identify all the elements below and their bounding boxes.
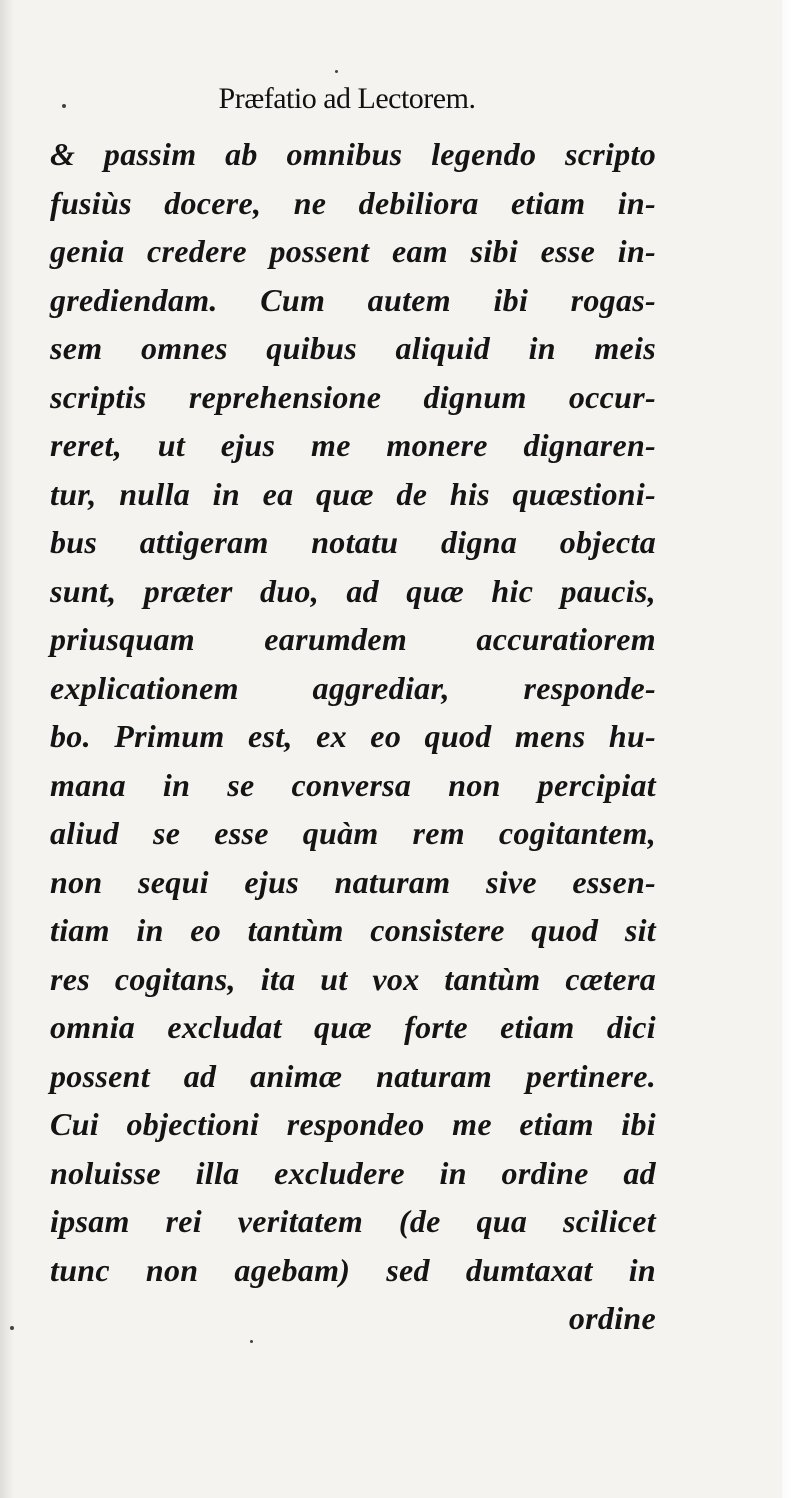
text-line: sunt, præter duo, ad quæ hic paucis,	[50, 572, 656, 609]
text-line: res cogitans, ita ut vox tantùm cætera	[50, 960, 656, 997]
text-line: tiam in eo tantùm consistere quod sit	[50, 912, 656, 948]
text-line: priusquam earumdem accuratiorem	[50, 621, 656, 657]
text-line: grediendam. Cum autem ibi rogas-	[50, 281, 656, 318]
body-text	[50, 130, 656, 1343]
text-line: aliud se esse quàm rem cogitantem,	[50, 815, 656, 851]
text-line: possent ad animæ naturam pertinere.	[50, 1057, 656, 1094]
text-line: tur, nulla in ea quæ de his quæstioni-	[50, 475, 656, 512]
page-gutter-shadow	[0, 0, 14, 1498]
paper-speck	[335, 70, 338, 73]
paper-speck	[250, 1340, 253, 1343]
text-line: & passim ab omnibus legendo scripto	[50, 136, 656, 172]
page-edge	[782, 0, 792, 1498]
text-line: genia credere possent eam sibi esse in-	[50, 233, 656, 269]
paper-speck	[10, 1326, 14, 1330]
paper-speck	[62, 104, 66, 108]
text-line: explicationem aggrediar, responde-	[50, 669, 656, 706]
text-line: bus attigeram notatu digna objecta	[50, 524, 656, 560]
running-header: Præfatio ad Lectorem.	[218, 82, 476, 115]
text-line: tunc non agebam) sed dumtaxat in	[50, 1251, 656, 1288]
text-line: bo. Primum est, ex eo quod mens hu-	[50, 718, 656, 754]
text-line: omnia excludat quæ forte etiam dici	[50, 1009, 656, 1045]
text-line: sem omnes quibus aliquid in meis	[50, 330, 656, 366]
text-line: scriptis reprehensione dignum occur-	[50, 378, 656, 415]
text-line: non sequi ejus naturam sive essen-	[50, 863, 656, 900]
text-line: mana in se conversa non percipiat	[50, 766, 656, 803]
text-line: fusiùs docere, ne debiliora etiam in-	[50, 184, 656, 221]
text-line: ipsam rei veritatem (de qua scilicet	[50, 1203, 656, 1239]
catchword: ordine	[568, 1300, 656, 1336]
text-line: Cui objectioni respondeo me etiam ibi	[50, 1106, 656, 1142]
text-line: noluisse illa excludere in ordine ad	[50, 1154, 656, 1191]
text-line: reret, ut ejus me monere dignaren-	[50, 427, 656, 463]
